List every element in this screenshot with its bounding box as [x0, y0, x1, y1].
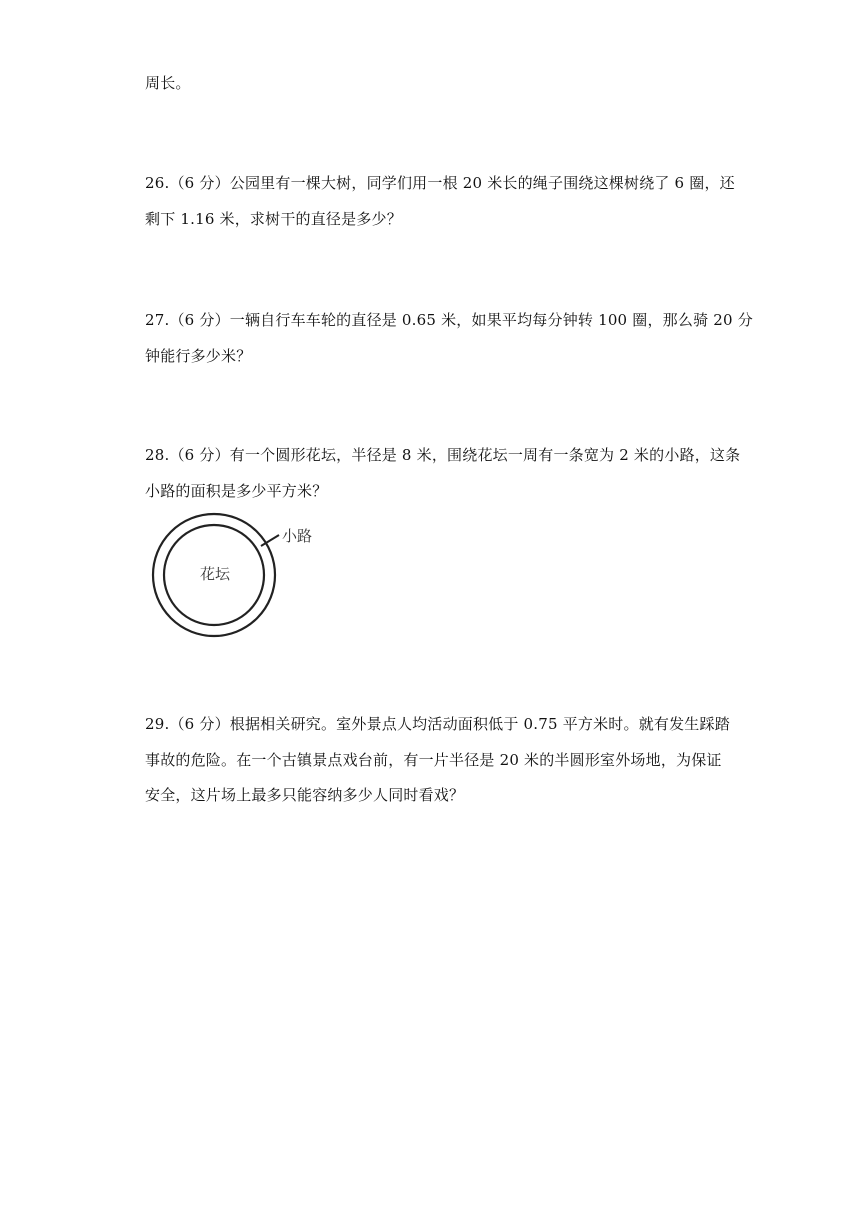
question-29-line-2: 事故的危险。在一个古镇景点戏台前，有一片半径是 20 米的半圆形室外场地，为保证 — [145, 751, 722, 769]
flowerbed-label: 花坛 — [200, 565, 231, 583]
question-27-line-1: 27.（6 分）一辆自行车车轮的直径是 0.65 米，如果平均每分钟转 100 圈，那么骑 20 分 — [145, 311, 753, 329]
question-28-line-1: 28.（6 分）有一个圆形花坛，半径是 8 米，围绕花坛一周有一条宽为 2 米的小路，这条 — [145, 446, 741, 464]
question-28-line-2: 小路的面积是多少平方米？ — [145, 482, 328, 500]
question-26-line-1: 26.（6 分）公园里有一棵大树，同学们用一根 20 米长的绳子围绕这棵树绕了 6 圈，还 — [145, 174, 735, 192]
path-label: 小路 — [282, 527, 313, 545]
flowerbed-diagram — [148, 508, 328, 648]
flowerbed-diagram-svg — [148, 508, 328, 648]
continuation-text: 周长。 — [145, 74, 191, 92]
question-26-line-2: 剩下 1.16 米，求树干的直径是多少？ — [145, 210, 402, 228]
question-27-line-2: 钟能行多少米？ — [145, 347, 252, 365]
question-29-line-1: 29.（6 分）根据相关研究。室外景点人均活动面积低于 0.75 平方米时。就有发生踩踏 — [145, 715, 730, 733]
question-29-line-3: 安全，这片场上最多只能容纳多少人同时看戏？ — [145, 786, 465, 804]
